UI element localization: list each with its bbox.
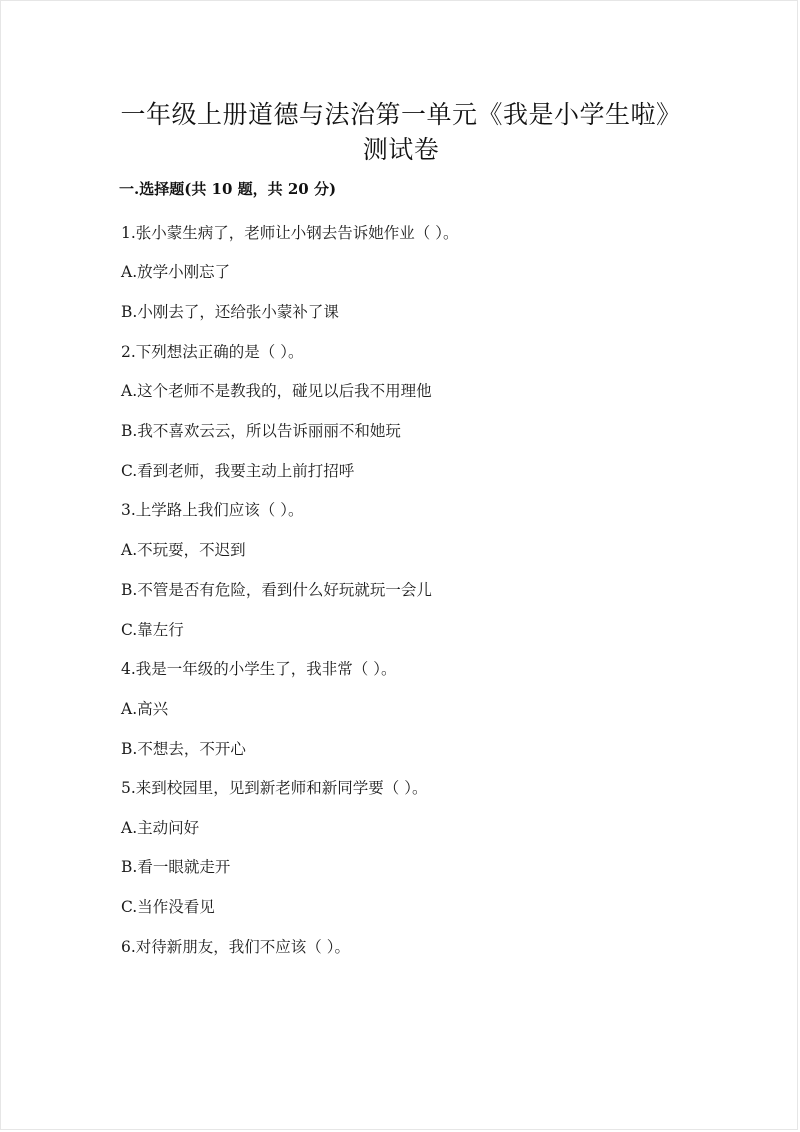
option-5a: A.主动问好 (121, 819, 200, 837)
option-1b: B.小刚去了，还给张小蒙补了课 (121, 303, 339, 321)
question-2: 2.下列想法正确的是（ ）。 (121, 343, 304, 361)
option-2a: A.这个老师不是教我的，碰见以后我不用理他 (121, 382, 432, 400)
section-heading: 一.选择题(共 10 题，共 20 分) (119, 180, 337, 198)
question-5: 5.来到校园里，见到新老师和新同学要（ ）。 (121, 779, 428, 797)
question-3: 3.上学路上我们应该（ ）。 (121, 501, 304, 519)
option-3b: B.不管是否有危险，看到什么好玩就玩一会儿 (121, 581, 432, 599)
option-4b: B.不想去，不开心 (121, 740, 246, 758)
option-5b: B.看一眼就走开 (121, 858, 231, 876)
option-2c: C.看到老师，我要主动上前打招呼 (121, 462, 355, 480)
document-subtitle: 测试卷 (362, 135, 440, 164)
document-title: 一年级上册道德与法治第一单元《我是小学生啦》 (120, 100, 682, 129)
option-1a: A.放学小刚忘了 (121, 263, 231, 281)
question-4: 4.我是一年级的小学生了，我非常（ ）。 (121, 660, 397, 678)
option-3a: A.不玩耍，不迟到 (121, 541, 246, 559)
option-2b: B.我不喜欢云云，所以告诉丽丽不和她玩 (121, 422, 401, 440)
question-6: 6.对待新朋友，我们不应该（ ）。 (121, 938, 350, 956)
option-5c: C.当作没看见 (121, 898, 215, 916)
option-3c: C.靠左行 (121, 621, 184, 639)
question-1: 1.张小蒙生病了，老师让小钢去告诉她作业（ ）。 (121, 224, 459, 242)
option-4a: A.高兴 (121, 700, 169, 718)
